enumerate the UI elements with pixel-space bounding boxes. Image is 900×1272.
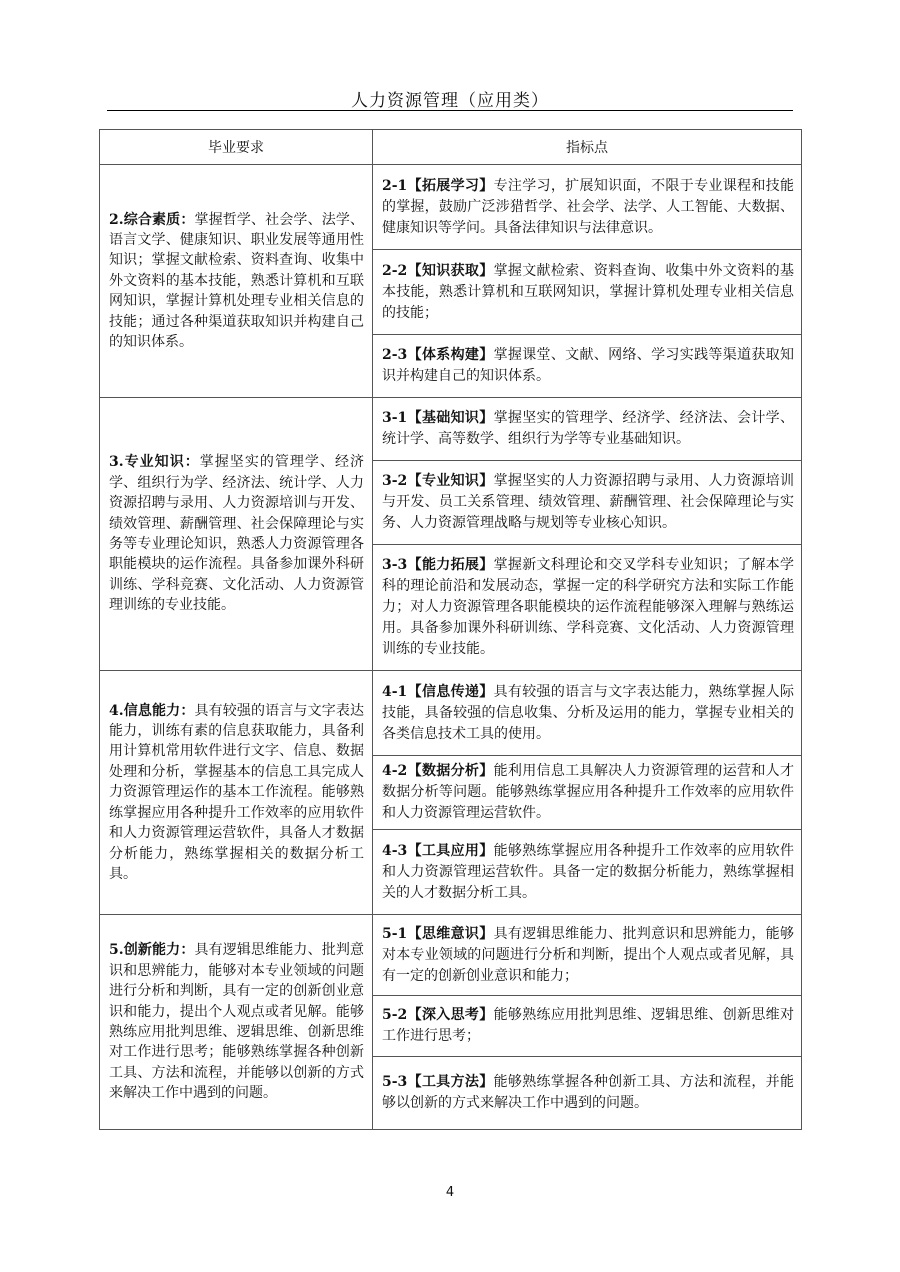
indicator-text: 能利用信息工具解决人力资源管理的运营和人才数据分析等问题。能够熟练掌握应用各种提升工作效率的应用软件和人力资源管理运营软件。: [382, 763, 795, 821]
indicator-label: 3-3【能力拓展】: [382, 557, 494, 573]
indicator-text: 掌握新文科理论和交叉学科专业知识；了解本学科的理论前沿和发展动态，掌握一定的科学研究方法和实际工作能力；对人力资源管理各职能模块的运作流程能够深入理解与熟练运用。具备参加课外科研训练、学科竞赛、文化活动、人力资源管理训练的专业技能。: [382, 557, 795, 657]
indicator-cell: [373, 545, 802, 671]
requirement-cell: [100, 915, 373, 1130]
indicator-text: 能够熟练掌握各种创新工具、方法和流程，并能够以创新的方式来解决工作中遇到的问题。: [382, 1074, 795, 1111]
indicator-cell: [373, 671, 802, 756]
indicator-label: 3-2【专业知识】: [382, 473, 494, 489]
indicator-cell: [373, 1057, 802, 1130]
indicator-label: 5-1【思维意识】: [382, 925, 494, 942]
indicator-label: 5-3【工具方法】: [382, 1074, 494, 1090]
requirement-text: 掌握坚实的管理学、经济学、组织行为学、经济法、统计学、人力资源招聘与录用、人力资源培训与开发、绩效管理、薪酬管理、社会保障理论与实务等专业理论知识，熟悉人力资源管理各职能模块的运作流程。具备参加课外科研训练、学科竞赛、文化活动、人力资源管理训练的专业技能。: [109, 454, 364, 614]
indicator-text: 掌握坚实的管理学、经济学、经济法、会计学、统计学、高等数学、组织行为学等专业基础知识。: [382, 410, 795, 447]
indicator-cell: [373, 830, 802, 915]
indicator-text: 具有逻辑思维能力、批判意识和思辨能力，能够对本专业领域的问题进行分析和判断，提出个人观点或者见解，具有一定的创新创业意识和能力；: [382, 925, 795, 984]
requirement-text: 掌握哲学、社会学、法学、语言文学、健康知识、职业发展等通用性知识；掌握文献检索、资料查询、收集中外文资料的基本技能，熟悉计算机和互联网知识，掌握计算机处理专业相关信息的技能；通过各种渠道获取知识并构建自己的知识体系。: [109, 211, 364, 351]
page-header-title: 人力资源管理（应用类）: [107, 86, 793, 111]
column-header-requirement: 毕业要求: [100, 130, 373, 165]
indicator-text: 能够熟练应用批判思维、逻辑思维、创新思维对工作进行思考；: [382, 1007, 795, 1044]
indicator-text: 掌握坚实的人力资源招聘与录用、人力资源培训与开发、员工关系管理、绩效管理、薪酬管理、社会保障理论与实务、人力资源管理战略与规划等专业核心知识。: [382, 473, 795, 531]
requirement-text: 具有较强的语言与文字表达能力，训练有素的信息获取能力，具备利用计算机常用软件进行文字、信息、数据处理和分析，掌握基本的信息工具完成人力资源管理运作的基本工作流程。能够熟练掌握应用各种提升工作效率的应用软件和人力资源管理运营软件，具备人才数据分析能力，熟练掌握相关的数据分析工具。: [109, 702, 364, 882]
table-row: [100, 398, 802, 461]
requirement-title: 2.综合素质：: [109, 211, 195, 228]
indicator-label: 4-2【数据分析】: [382, 763, 494, 779]
indicator-label: 4-1【信息传递】: [382, 683, 494, 700]
table-row: [100, 165, 802, 250]
indicator-text: 掌握文献检索、资料查询、收集中外文资料的基本技能，熟悉计算机和互联网知识，掌握计算机处理专业相关信息的技能；: [382, 262, 795, 321]
indicator-label: 2-1【拓展学习】: [382, 177, 494, 194]
indicator-label: 2-3【体系构建】: [382, 347, 494, 363]
indicator-label: 2-2【知识获取】: [382, 262, 494, 279]
indicator-label: 4-3【工具应用】: [382, 842, 494, 859]
indicator-cell: [373, 996, 802, 1057]
requirement-title: 5.创新能力：: [109, 942, 195, 959]
page-number: 4: [445, 1185, 455, 1200]
indicator-label: 3-1【基础知识】: [382, 410, 494, 426]
indicator-label: 5-2【深入思考】: [382, 1007, 494, 1023]
requirement-text: 具有逻辑思维能力、批判意识和思辨能力，能够对本专业领域的问题进行分析和判断，具有一定的创新创业意识和能力，提出个人观点或者见解。能够熟练应用批判思维、逻辑思维、创新思维对工作进行思考；能够熟练掌握各种创新工具、方法和流程，并能够以创新的方式来解决工作中遇到的问题。: [109, 942, 364, 1102]
requirement-cell: [100, 165, 373, 398]
requirement-cell: [100, 671, 373, 915]
indicator-cell: [373, 756, 802, 830]
indicator-cell: [373, 250, 802, 335]
requirements-table: [99, 129, 802, 1130]
requirement-cell: [100, 398, 373, 671]
indicator-text: 掌握课堂、文献、网络、学习实践等渠道获取知识并构建自己的知识体系。: [382, 347, 795, 384]
table-row: [100, 671, 802, 756]
indicator-cell: [373, 461, 802, 545]
table-row: [100, 915, 802, 996]
indicator-cell: [373, 915, 802, 996]
indicator-text: 专注学习，扩展知识面，不限于专业课程和技能的掌握，鼓励广泛涉猎哲学、社会学、法学、人工智能、大数据、健康知识等学问。具备法律知识与法律意识。: [382, 177, 795, 236]
requirement-title: 3.专业知识：: [109, 454, 200, 471]
indicator-cell: [373, 335, 802, 398]
indicator-cell: [373, 398, 802, 461]
indicator-text: 具有较强的语言与文字表达能力，熟练掌握人际技能，具备较强的信息收集、分析及运用的能力，掌握专业相关的各类信息技术工具的使用。: [382, 683, 795, 742]
indicator-cell: [373, 165, 802, 250]
requirement-title: 4.信息能力：: [109, 702, 195, 719]
table-header-row: [100, 130, 802, 165]
indicator-text: 能够熟练掌握应用各种提升工作效率的应用软件和人力资源管理运营软件。具备一定的数据分析能力，熟练掌握相关的人才数据分析工具。: [382, 842, 795, 901]
column-header-indicator: 指标点: [373, 130, 802, 165]
